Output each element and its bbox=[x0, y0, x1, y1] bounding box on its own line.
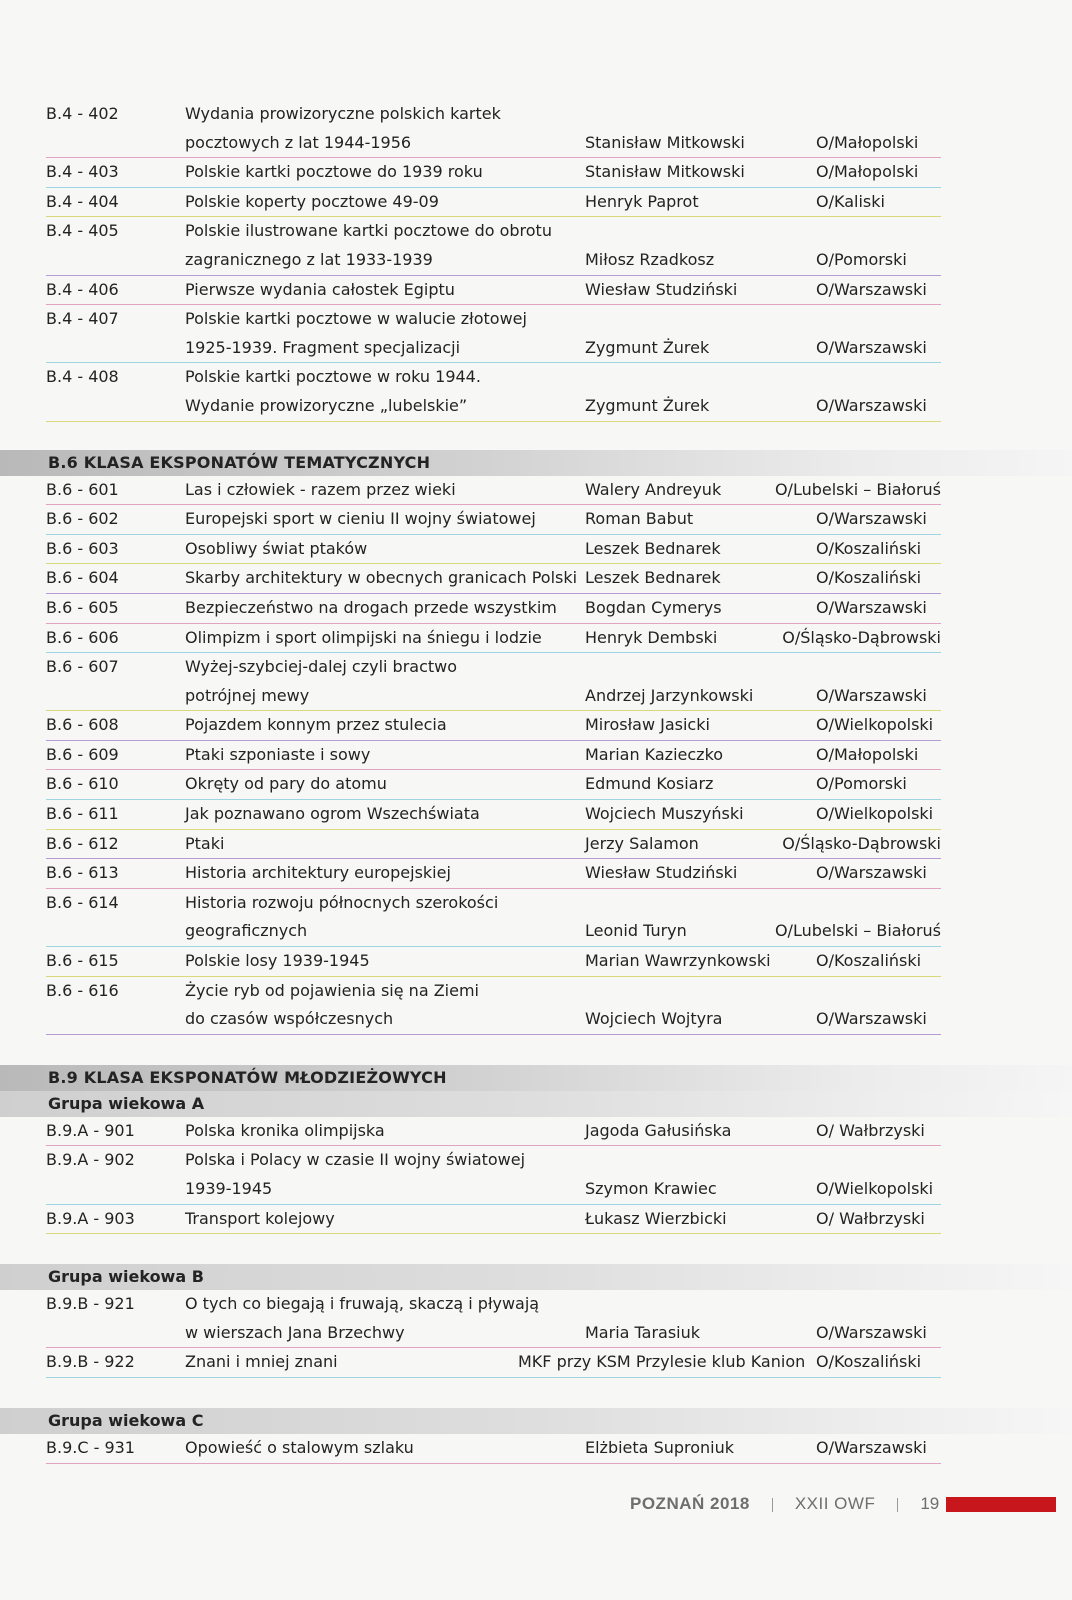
section-heading-b9: B.9 KLASA EKSPONATÓW MŁODZIEŻOWYCH bbox=[0, 1065, 1072, 1091]
exhibit-row bbox=[46, 947, 941, 977]
exhibit-code: B.6 - 608 bbox=[46, 715, 119, 735]
exhibit-title bbox=[185, 1146, 590, 1203]
exhibit-row bbox=[46, 1434, 941, 1464]
exhibit-row bbox=[46, 276, 941, 306]
exhibit-title-line: Życie ryb od pojawienia się na Ziemi bbox=[185, 980, 479, 1000]
exhibit-title bbox=[185, 977, 590, 1034]
exhibit-code: B.6 - 614 bbox=[46, 892, 119, 912]
exhibit-title bbox=[185, 505, 590, 534]
exhibit-code: B.4 - 406 bbox=[46, 279, 119, 299]
exhibit-title-line: Polskie kartki pocztowe do 1939 roku bbox=[185, 162, 483, 182]
exhibit-title bbox=[185, 947, 590, 976]
exhibit-code: B.6 - 601 bbox=[46, 479, 119, 499]
exhibit-author: Maria Tarasiuk bbox=[585, 1322, 701, 1342]
exhibit-title-line: Polska kronika olimpijska bbox=[185, 1120, 385, 1140]
exhibit-author: Leszek Bednarek bbox=[585, 568, 721, 588]
exhibit-club: O/Lubelski – Białoruś bbox=[774, 479, 941, 499]
exhibit-row bbox=[46, 770, 941, 800]
exhibit-title-line: Pojazdem konnym przez stulecia bbox=[185, 715, 447, 735]
exhibit-club: O/Kaliski bbox=[816, 191, 885, 211]
exhibit-row bbox=[46, 476, 941, 506]
exhibit-author: Andrzej Jarzynkowski bbox=[585, 685, 754, 705]
exhibit-author: Marian Kazieczko bbox=[585, 744, 724, 764]
exhibit-club: O/ Wałbrzyski bbox=[816, 1120, 925, 1140]
exhibit-title bbox=[185, 889, 590, 946]
exhibit-row bbox=[46, 711, 941, 741]
exhibit-title-line: Ptaki bbox=[185, 833, 225, 853]
exhibit-row bbox=[46, 100, 941, 158]
exhibit-title-line: O tych co biegają i fruwają, skaczą i pływają bbox=[185, 1294, 540, 1314]
exhibit-author: Zygmunt Żurek bbox=[585, 337, 710, 357]
exhibit-club: O/Warszawski bbox=[816, 1322, 927, 1342]
exhibit-title-line: w wierszach Jana Brzechwy bbox=[185, 1322, 405, 1342]
exhibit-code: B.4 - 405 bbox=[46, 221, 119, 241]
exhibit-row bbox=[46, 535, 941, 565]
exhibit-author: Wiesław Studziński bbox=[585, 863, 738, 883]
section-b4-list bbox=[46, 100, 941, 422]
exhibit-club: O/Śląsko-Dąbrowski bbox=[782, 833, 941, 853]
exhibit-author: Stanisław Mitkowski bbox=[585, 132, 745, 152]
exhibit-title bbox=[185, 476, 590, 505]
exhibit-title bbox=[185, 100, 590, 157]
exhibit-author: Wojciech Wojtyra bbox=[585, 1009, 723, 1029]
exhibit-code: B.9.C - 931 bbox=[46, 1437, 135, 1457]
exhibit-title bbox=[185, 363, 590, 420]
exhibit-title-line: do czasów współczesnych bbox=[185, 1009, 394, 1029]
exhibit-title-line: Jak poznawano ogrom Wszechświata bbox=[185, 804, 480, 824]
exhibit-title-line: Polska i Polacy w czasie II wojny światowej bbox=[185, 1150, 526, 1170]
group-heading-a: Grupa wiekowa A bbox=[0, 1091, 1072, 1117]
exhibit-code: B.4 - 404 bbox=[46, 191, 119, 211]
exhibit-row bbox=[46, 188, 941, 218]
exhibit-row bbox=[46, 1290, 941, 1348]
exhibit-code: B.9.B - 922 bbox=[46, 1352, 135, 1372]
exhibit-author: Mirosław Jasicki bbox=[585, 715, 710, 735]
exhibit-author: Leonid Turyn bbox=[585, 921, 687, 941]
exhibit-code: B.6 - 611 bbox=[46, 804, 119, 824]
exhibit-author: Wiesław Studziński bbox=[585, 279, 738, 299]
exhibit-code: B.9.B - 921 bbox=[46, 1294, 135, 1314]
exhibit-row bbox=[46, 217, 941, 275]
spacer bbox=[46, 1378, 941, 1408]
exhibit-title-line: Las i człowiek - razem przez wieki bbox=[185, 479, 456, 499]
exhibit-title-line: 1925-1939. Fragment specjalizacji bbox=[185, 337, 461, 357]
footer-city: POZNAŃ 2018 bbox=[630, 1494, 750, 1513]
exhibit-club: O/Śląsko-Dąbrowski bbox=[782, 627, 941, 647]
exhibit-code: B.6 - 604 bbox=[46, 568, 119, 588]
exhibit-title-line: Historia rozwoju północnych szerokości bbox=[185, 892, 499, 912]
section-b6-list bbox=[46, 476, 941, 1035]
exhibit-code: B.9.A - 901 bbox=[46, 1120, 135, 1140]
exhibit-author: Stanisław Mitkowski bbox=[585, 162, 745, 182]
exhibit-author: Marian Wawrzynkowski bbox=[585, 951, 771, 971]
exhibit-list bbox=[46, 100, 941, 1464]
exhibit-club: O/Warszawski bbox=[816, 279, 927, 299]
exhibit-title-line: 1939-1945 bbox=[185, 1179, 273, 1198]
exhibit-title-line: Polskie ilustrowane kartki pocztowe do obrotu bbox=[185, 221, 552, 241]
exhibit-title-line: pocztowych z lat 1944-1956 bbox=[185, 132, 412, 152]
exhibit-title-line: potrójnej mewy bbox=[185, 685, 310, 705]
exhibit-row bbox=[46, 505, 941, 535]
exhibit-author: Edmund Kosiarz bbox=[585, 774, 714, 794]
exhibit-club: O/Warszawski bbox=[816, 509, 927, 529]
exhibit-club: O/Warszawski bbox=[816, 395, 927, 415]
exhibit-club: O/Wielkopolski bbox=[816, 804, 934, 824]
exhibit-code: B.9.A - 902 bbox=[46, 1150, 135, 1170]
exhibit-club: O/Małopolski bbox=[816, 132, 919, 152]
exhibit-row bbox=[46, 830, 941, 860]
exhibit-code: B.4 - 403 bbox=[46, 162, 119, 182]
exhibit-title-line: Transport kolejowy bbox=[185, 1208, 335, 1228]
exhibit-code: B.6 - 605 bbox=[46, 597, 119, 617]
exhibit-row bbox=[46, 653, 941, 711]
exhibit-row bbox=[46, 594, 941, 624]
group-c-list bbox=[46, 1434, 941, 1464]
group-heading-b: Grupa wiekowa B bbox=[0, 1264, 1072, 1290]
exhibit-title bbox=[185, 624, 590, 653]
exhibit-title-line: Ptaki szponiaste i sowy bbox=[185, 744, 371, 764]
exhibit-title bbox=[185, 1290, 590, 1347]
exhibit-club: O/Warszawski bbox=[816, 863, 927, 883]
exhibit-club: O/Koszaliński bbox=[816, 538, 922, 558]
exhibit-author: Jerzy Salamon bbox=[585, 833, 699, 853]
exhibit-club: O/Warszawski bbox=[816, 1009, 927, 1029]
exhibit-title bbox=[185, 1205, 590, 1234]
exhibit-code: B.4 - 408 bbox=[46, 367, 119, 387]
exhibit-row bbox=[46, 305, 941, 363]
exhibit-title bbox=[185, 770, 590, 799]
exhibit-title bbox=[185, 594, 590, 623]
exhibit-club: O/Warszawski bbox=[816, 337, 927, 357]
exhibit-author: Miłosz Rzadkosz bbox=[585, 249, 715, 269]
exhibit-title-line: Wydanie prowizoryczne „lubelskie” bbox=[185, 395, 468, 415]
footer-accent-bar bbox=[946, 1497, 1056, 1512]
exhibit-row bbox=[46, 1348, 941, 1378]
exhibit-title bbox=[185, 800, 590, 829]
exhibit-club: O/Małopolski bbox=[816, 162, 919, 182]
exhibit-code: B.6 - 610 bbox=[46, 774, 119, 794]
group-b-list bbox=[46, 1290, 941, 1378]
spacer bbox=[46, 1035, 941, 1065]
exhibit-title bbox=[185, 305, 590, 362]
exhibit-title bbox=[185, 830, 590, 859]
exhibit-club: O/Warszawski bbox=[816, 685, 927, 705]
exhibit-title-line: Wyżej-szybciej-dalej czyli bractwo bbox=[185, 657, 458, 677]
exhibit-title-line: Okręty od pary do atomu bbox=[185, 774, 387, 794]
exhibit-row bbox=[46, 1146, 941, 1204]
exhibit-club: O/Małopolski bbox=[816, 744, 919, 764]
exhibit-title-line: Pierwsze wydania całostek Egiptu bbox=[185, 279, 455, 299]
footer-divider bbox=[772, 1498, 773, 1512]
exhibit-title-line: Osobliwy świat ptaków bbox=[185, 538, 368, 558]
exhibit-author: Wojciech Muszyński bbox=[585, 804, 744, 824]
exhibit-row bbox=[46, 564, 941, 594]
exhibit-code: B.6 - 612 bbox=[46, 833, 119, 853]
exhibit-title bbox=[185, 158, 590, 187]
exhibit-author: Elżbieta Suproniuk bbox=[585, 1437, 735, 1457]
exhibit-author: MKF przy KSM Przylesie klub Kanion bbox=[518, 1352, 806, 1372]
exhibit-code: B.6 - 606 bbox=[46, 627, 119, 647]
exhibit-row bbox=[46, 977, 941, 1035]
exhibit-title-line: Znani i mniej znani bbox=[185, 1352, 338, 1372]
exhibit-club: O/Koszaliński bbox=[816, 568, 922, 588]
exhibit-title-line: Opowieść o stalowym szlaku bbox=[185, 1437, 414, 1457]
exhibit-author: Henryk Dembski bbox=[585, 627, 718, 647]
exhibit-club: O/Warszawski bbox=[816, 597, 927, 617]
exhibit-title-line: Skarby architektury w obecnych granicach Polski bbox=[185, 568, 578, 588]
exhibit-author: Walery Andreyuk bbox=[585, 479, 722, 499]
exhibit-title-line: Wydania prowizoryczne polskich kartek bbox=[185, 104, 501, 123]
exhibit-row bbox=[46, 624, 941, 654]
exhibit-club: O/Pomorski bbox=[816, 774, 907, 794]
spacer bbox=[46, 422, 941, 450]
exhibit-code: B.4 - 402 bbox=[46, 104, 119, 123]
exhibit-code: B.6 - 602 bbox=[46, 509, 119, 529]
exhibit-title bbox=[185, 859, 590, 888]
footer-event: XXII OWF bbox=[794, 1494, 876, 1513]
exhibit-row bbox=[46, 800, 941, 830]
exhibit-title bbox=[185, 188, 590, 217]
exhibit-author: Zygmunt Żurek bbox=[585, 395, 710, 415]
exhibit-title bbox=[185, 217, 590, 274]
exhibit-club: O/Wielkopolski bbox=[816, 715, 934, 735]
footer-divider bbox=[897, 1498, 898, 1512]
group-a-list bbox=[46, 1117, 941, 1234]
exhibit-title bbox=[185, 1434, 590, 1463]
exhibit-title-line: geograficznych bbox=[185, 921, 308, 941]
exhibit-title bbox=[185, 535, 590, 564]
exhibit-code: B.6 - 609 bbox=[46, 744, 119, 764]
exhibit-club: O/Pomorski bbox=[816, 249, 907, 269]
exhibit-row bbox=[46, 1205, 941, 1235]
exhibit-title bbox=[185, 276, 590, 305]
exhibit-title-line: Polskie kartki pocztowe w roku 1944. bbox=[185, 367, 481, 387]
exhibit-author: Leszek Bednarek bbox=[585, 538, 721, 558]
exhibit-title bbox=[185, 741, 590, 770]
exhibit-code: B.6 - 603 bbox=[46, 538, 119, 558]
exhibit-row bbox=[46, 889, 941, 947]
exhibit-code: B.6 - 613 bbox=[46, 863, 119, 883]
exhibit-club: O/ Wałbrzyski bbox=[816, 1208, 925, 1228]
exhibit-title-line: zagranicznego z lat 1933-1939 bbox=[185, 249, 433, 269]
exhibit-club: O/Koszaliński bbox=[816, 1352, 922, 1372]
exhibit-author: Łukasz Wierzbicki bbox=[585, 1208, 727, 1228]
exhibit-code: B.6 - 607 bbox=[46, 657, 119, 677]
exhibit-row bbox=[46, 363, 941, 421]
page-footer bbox=[630, 1489, 939, 1519]
exhibit-row bbox=[46, 158, 941, 188]
exhibit-code: B.6 - 616 bbox=[46, 980, 119, 1000]
exhibit-title bbox=[185, 564, 590, 593]
exhibit-title-line: Polskie koperty pocztowe 49-09 bbox=[185, 191, 439, 211]
exhibit-code: B.9.A - 903 bbox=[46, 1208, 135, 1228]
spacer bbox=[46, 1234, 941, 1264]
exhibit-code: B.6 - 615 bbox=[46, 951, 119, 971]
exhibit-author: Henryk Paprot bbox=[585, 191, 699, 211]
exhibit-title bbox=[185, 1117, 590, 1146]
exhibit-row bbox=[46, 859, 941, 889]
exhibit-code: B.4 - 407 bbox=[46, 309, 119, 329]
exhibit-author: Jagoda Gałusińska bbox=[585, 1120, 732, 1140]
exhibit-title-line: Bezpieczeństwo na drogach przede wszystkim bbox=[185, 597, 557, 617]
group-heading-c: Grupa wiekowa C bbox=[0, 1408, 1072, 1434]
exhibit-author: Roman Babut bbox=[585, 509, 694, 529]
exhibit-title-line: Olimpizm i sport olimpijski na śniegu i lodzie bbox=[185, 627, 542, 647]
section-heading-b6: B.6 KLASA EKSPONATÓW TEMATYCZNYCH bbox=[0, 450, 1072, 476]
exhibit-row bbox=[46, 1117, 941, 1147]
exhibit-title-line: Historia architektury europejskiej bbox=[185, 863, 451, 883]
exhibit-row bbox=[46, 741, 941, 771]
exhibit-title-line: Polskie losy 1939-1945 bbox=[185, 951, 370, 971]
exhibit-title-line: Polskie kartki pocztowe w walucie złotowej bbox=[185, 309, 527, 329]
exhibit-title bbox=[185, 653, 590, 710]
exhibit-club: O/Lubelski – Białoruś bbox=[774, 921, 941, 941]
page-number: 19 bbox=[920, 1494, 940, 1513]
exhibit-club: O/Wielkopolski bbox=[816, 1179, 934, 1198]
exhibit-author: Szymon Krawiec bbox=[585, 1179, 717, 1198]
exhibit-club: O/Koszaliński bbox=[816, 951, 922, 971]
exhibit-author: Bogdan Cymerys bbox=[585, 597, 722, 617]
exhibit-title-line: Europejski sport w cieniu II wojny światowej bbox=[185, 509, 536, 529]
exhibit-title bbox=[185, 711, 590, 740]
exhibit-club: O/Warszawski bbox=[816, 1437, 927, 1457]
